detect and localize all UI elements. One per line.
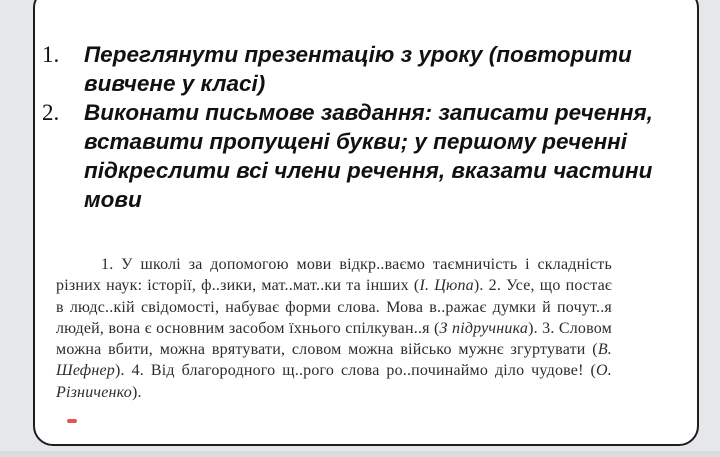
textbook-excerpt (56, 254, 612, 403)
sentence-2: ). 2. Усе, що постає в людс..кій свідомості, набуває форми слова. Мова в..ражає думки й почут..я людей, вона є основним засобом їхнього спілкуван..я ( (56, 277, 612, 337)
sentence-4: ). 4. Від благородного щ..рого слова ро..починаймо діло чудове! ( (115, 362, 597, 380)
author-4: О. Різниченко (56, 362, 612, 401)
task-text: Виконати письмове завдання: записати речення, вставити пропущені букви; у першому реченні підкреслити всі члени речення, вказати частини мови (84, 100, 653, 212)
task-item-1 (42, 40, 682, 98)
excerpt-end: ). (131, 383, 142, 401)
author-1: І. Цюпа (419, 277, 474, 295)
task-text: Переглянути презентацію з уроку (повторити вивчене у класі) (84, 42, 632, 96)
source-2: З підручника (439, 319, 529, 337)
task-number: 2. (42, 100, 60, 125)
sentence-3: ). 3. Словом можна вбити, можна врятувати, словом можна військо мужнє згуртувати ( (56, 319, 612, 359)
author-3: В. Шефнер (56, 341, 612, 380)
task-number: 1. (42, 42, 60, 67)
sentence-1: 1. У школі за допомогою мови відкр..ваємо таємничість і складність різних наук: історії, ф..зики, мат..мат..ки та інших ( (56, 256, 612, 295)
red-mark (67, 419, 77, 423)
task-list (42, 40, 682, 214)
task-item-2 (42, 98, 682, 214)
bottom-band (0, 451, 720, 457)
